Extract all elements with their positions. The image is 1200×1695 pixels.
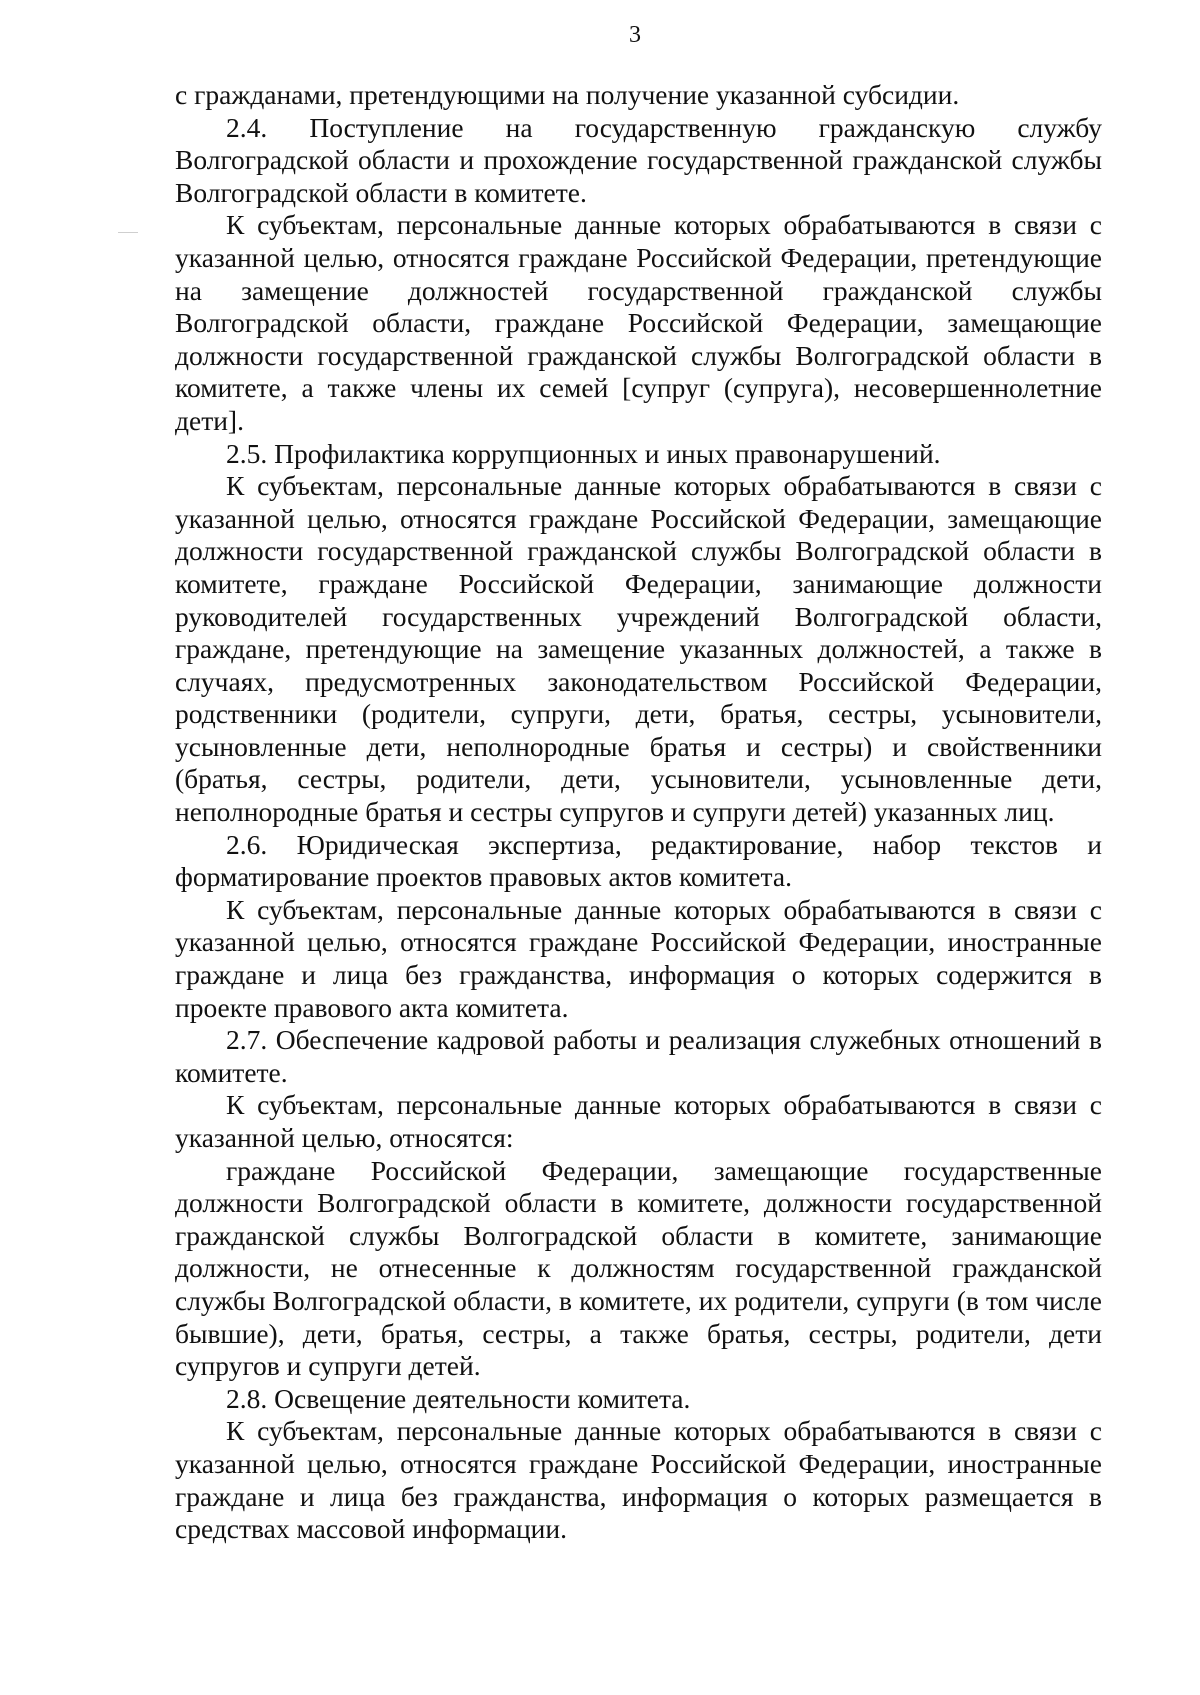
scan-artifact-mark (118, 232, 138, 233)
paragraph-subjects-2-4: К субъектам, персональные данные которых обрабатываются в связи с указанной целью, относятся граждане Российской Федерации, претендующие на замещение должностей государственной гражданской службы Волгоградской области, граждане Российской Федерации, замещающие должности государственной гражданской службы Волгоградской области в комитете, а также члены их семей [супруг (супруга), несовершеннолетние дети]. (175, 209, 1102, 436)
paragraph-subjects-2-7-intro: К субъектам, персональные данные которых обрабатываются в связи с указанной целью, относятся: (175, 1089, 1102, 1153)
page-number: 3 (629, 22, 641, 48)
paragraph-item-2-8: 2.8. Освещение деятельности комитета. (226, 1382, 691, 1414)
paragraph-item-2-5: 2.5. Профилактика коррупционных и иных правонарушений. (226, 437, 941, 469)
paragraph-subjects-2-5: К субъектам, персональные данные которых обрабатываются в связи с указанной целью, относятся граждане Российской Федерации, замещающие должности государственной гражданской службы Волгоградской области в комитете, граждане Российской Федерации, занимающие должности руководителей государственных учреждений Волгоградской области, граждане, претендующие на замещение указанных должностей, а также в случаях, предусмотренных законодательством Российской Федерации, родственники (родители, супруги, дети, братья, сестры, усыновители, усыновленные дети, неполнородные братья и сестры) и свойственники (братья, сестры, родители, дети, усыновители, усыновленные дети, неполнородные братья и сестры супругов и супруги детей) указанных лиц. (175, 470, 1102, 828)
paragraph-continuation: с гражданами, претендующими на получение указанной субсидии. (175, 79, 960, 110)
paragraph-subjects-2-6: К субъектам, персональные данные которых обрабатываются в связи с указанной целью, относятся граждане Российской Федерации, иностранные граждане и лица без гражданства, информация о которых содержится в проекте правового акта комитета. (175, 893, 1102, 1023)
document-body (175, 79, 1102, 1546)
paragraph-subjects-2-8: К субъектам, персональные данные которых обрабатываются в связи с указанной целью, относятся граждане Российской Федерации, иностранные граждане и лица без гражданства, информация о которых размещается в средствах массовой информации. (175, 1415, 1102, 1545)
paragraph-item-2-4: 2.4. Поступление на государственную гражданскую службу Волгоградской области и прохождение государственной гражданской службы Волгоградской области в комитете. (175, 111, 1102, 208)
paragraph-item-2-7: 2.7. Обеспечение кадровой работы и реализация служебных отношений в комитете. (175, 1024, 1102, 1088)
paragraph-subjects-2-7-list: граждане Российской Федерации, замещающие государственные должности Волгоградской области в комитете, должности государственной гражданской службы Волгоградской области в комитете, занимающие должности, не отнесенные к должностям государственной гражданской службы Волгоградской области, в комитете, их родители, супруги (в том числе бывшие), дети, братья, сестры, а также братья, сестры, родители, дети супругов и супруги детей. (175, 1154, 1102, 1382)
paragraph-item-2-6: 2.6. Юридическая экспертиза, редактирование, набор текстов и форматирование проектов правовых актов комитета. (175, 828, 1102, 893)
